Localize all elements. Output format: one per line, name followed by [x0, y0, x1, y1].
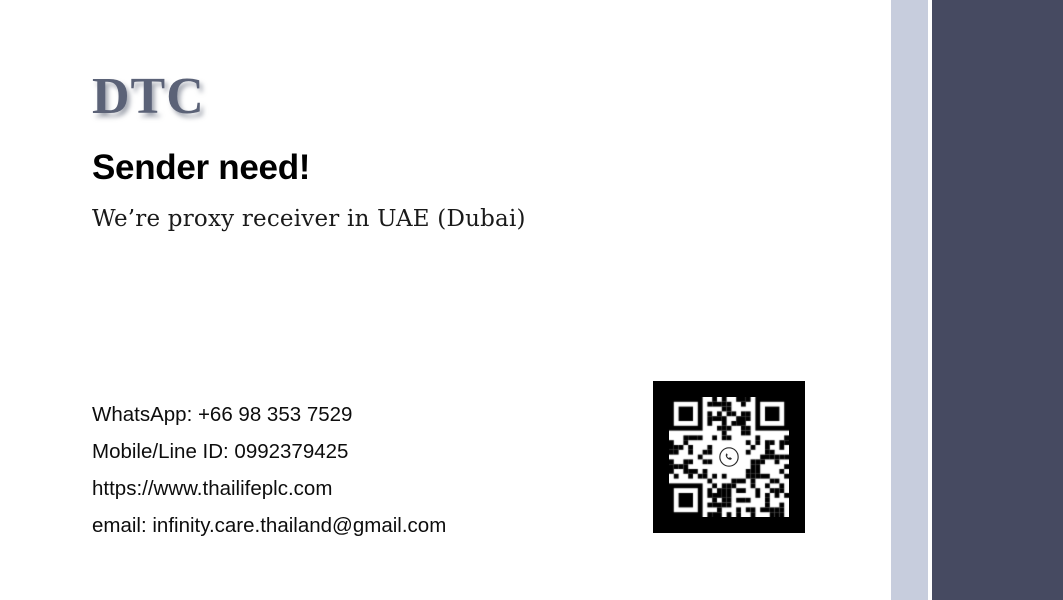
decorative-bar-dark [932, 0, 1063, 600]
contact-line-mobile: Mobile/Line ID: 0992379425 [92, 440, 349, 463]
page-subtitle: We’re proxy receiver in UAE (Dubai) [92, 206, 526, 232]
contact-block [92, 396, 446, 544]
decorative-bar-light [891, 0, 928, 600]
contact-line-website[interactable]: https://www.thailifeplc.com [92, 477, 333, 500]
whatsapp-icon [716, 444, 742, 470]
contact-line-email[interactable]: email: infinity.care.thailand@gmail.com [92, 514, 447, 537]
company-logo: DTC [92, 68, 205, 125]
whatsapp-qr-code[interactable] [653, 381, 805, 533]
qr-inner-area [669, 397, 789, 517]
contact-line-whatsapp: WhatsApp: +66 98 353 7529 [92, 403, 353, 426]
page-title: Sender need! [92, 148, 311, 187]
